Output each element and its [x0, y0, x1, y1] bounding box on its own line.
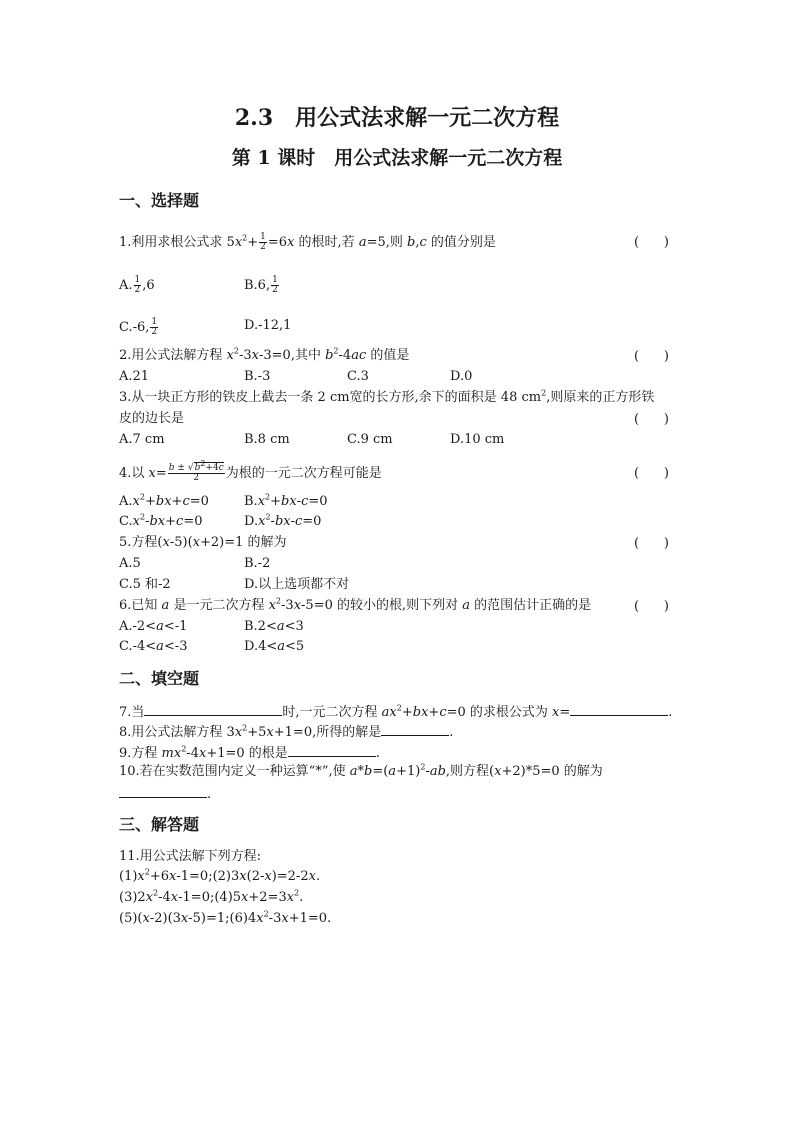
section-heading-choice: 一、选择题 — [119, 191, 200, 210]
section-heading-solve: 三、解答题 — [119, 815, 200, 834]
question-6-option-c[interactable]: C.-4<a<-3 — [119, 639, 188, 654]
page-subtitle: 第 1 课时 用公式法求解一元二次方程 — [231, 147, 563, 169]
answer-bracket[interactable]: ( ) — [634, 536, 669, 551]
question-1-stem: 1.利用求根公式求 $5x^2+$ $\frac{1}{2}$ =6x 的根时,若 a=5,则 b,c 的值分别是 — [119, 232, 496, 252]
answer-blank[interactable] — [144, 703, 282, 716]
question-6-option-a[interactable]: A.-2<a<-1 — [119, 619, 188, 634]
answer-bracket[interactable]: ( ) — [634, 466, 669, 481]
question-11-equations-3-4: $(3)2x^2-4x-1=0;(4)5x+2=3x^2$. — [119, 888, 304, 905]
question-11-equations-1-2: $(1)x^2+6x-1=0;(2)3x(2-x)=2-2x$. — [119, 867, 321, 884]
question-5-option-c[interactable]: C.5 和-2 — [119, 577, 171, 592]
question-9: 9.方程 $mx^2-4x+1=0$ 的根是 . — [119, 744, 380, 761]
question-3-option-b[interactable]: B.8 cm — [244, 432, 290, 447]
question-3-stem-line-2: 皮的边长是 — [119, 411, 185, 426]
question-2-option-c[interactable]: C.3 — [347, 369, 369, 384]
question-10-line-1: 10.若在实数范围内定义一种运算“*”,使 $a*b=(a+1)^2-ab$,则方程(x+2)*5=0 的解为 — [119, 762, 603, 779]
page-title: 2.3 用公式法求解一元二次方程 — [234, 105, 560, 131]
question-2-option-d[interactable]: D.0 — [450, 369, 473, 384]
answer-bracket[interactable]: ( ) — [634, 599, 669, 614]
question-6-option-b[interactable]: B.2<a<3 — [244, 619, 304, 634]
answer-bracket[interactable]: ( ) — [634, 349, 669, 364]
question-7: 7.当 时,一元二次方程 $ax^2+bx+c=0$ 的求根公式为 x= . — [119, 703, 673, 720]
question-4-option-b[interactable]: $B.x^2+bx-c=0$ — [244, 492, 328, 509]
question-1-option-b[interactable]: B.6, $\frac{1}{2}$ — [244, 275, 278, 295]
question-1-option-d[interactable]: D.-12,1 — [244, 318, 292, 333]
question-6-option-d[interactable]: D.4<a<5 — [244, 639, 305, 654]
question-4-option-d[interactable]: $D.x^2-bx-c=0$ — [244, 512, 322, 529]
question-3-stem-line-1: 3.从一块正方形的铁皮上截去一条 2 cm宽的长方形,余下的面积是 48 $cm^2$,则原来的正方形铁 — [119, 388, 655, 405]
question-11-stem: 11.用公式法解下列方程: — [119, 849, 262, 864]
question-3-option-d[interactable]: D.10 cm — [450, 432, 505, 447]
question-5-stem: 5.方程(x-5)(x+2)=1 的解为 — [119, 535, 287, 550]
question-4-option-c[interactable]: $C.x^2-bx+c=0$ — [119, 512, 203, 529]
fraction: $\frac{1}{2}$ — [260, 232, 266, 252]
question-4-option-a[interactable]: $A.x^2+bx+c=0$ — [119, 492, 209, 509]
question-10-line-2: . — [119, 785, 211, 803]
question-8: 8.用公式法解方程 $3x^2+5x+1=0$,所得的解是 . — [119, 723, 454, 740]
question-11-equations-5-6: $(5)(x-2)(3x-5)=1;(6)4x^2-3x+1=0$. — [119, 909, 332, 926]
answer-blank[interactable] — [119, 785, 207, 798]
root-formula-fraction: $\frac{b \pm √b^2+4c}{2}$ — [168, 459, 224, 483]
question-2-option-b[interactable]: B.-3 — [244, 369, 271, 384]
question-5-option-a[interactable]: A.5 — [119, 556, 141, 571]
question-5-option-b[interactable]: B.-2 — [244, 556, 271, 571]
question-5-option-d[interactable]: D.以上选项都不对 — [244, 577, 350, 592]
section-heading-fill-blank: 二、填空题 — [119, 669, 200, 688]
question-2-option-a[interactable]: A.21 — [119, 369, 150, 384]
answer-blank[interactable] — [288, 744, 376, 757]
question-2-stem: 2.用公式法解方程 $x^2-3x-3=0$,其中 $b^2-4ac$ 的值是 — [119, 346, 410, 363]
question-3-option-a[interactable]: A.7 cm — [119, 432, 165, 447]
question-3-option-c[interactable]: C.9 cm — [347, 432, 393, 447]
question-4-stem: 4.以 x= $\frac{b \pm √b^2+4c}{2}$ 为根的一元二次方程可能是 — [119, 459, 382, 483]
answer-blank[interactable] — [570, 703, 668, 716]
question-1-option-c[interactable]: C.-6, $\frac{1}{2}$ — [119, 317, 158, 337]
answer-blank[interactable] — [381, 723, 449, 736]
answer-bracket[interactable]: ( ) — [634, 235, 669, 250]
question-1-option-a[interactable]: A. $\frac{1}{2}$ ,6 — [119, 275, 155, 295]
question-6-stem: 6.已知 a 是一元二次方程 $x^2-3x-5=0$ 的较小的根,则下列对 a 的范围估计正确的是 — [119, 596, 592, 613]
answer-bracket[interactable]: ( ) — [634, 412, 669, 427]
